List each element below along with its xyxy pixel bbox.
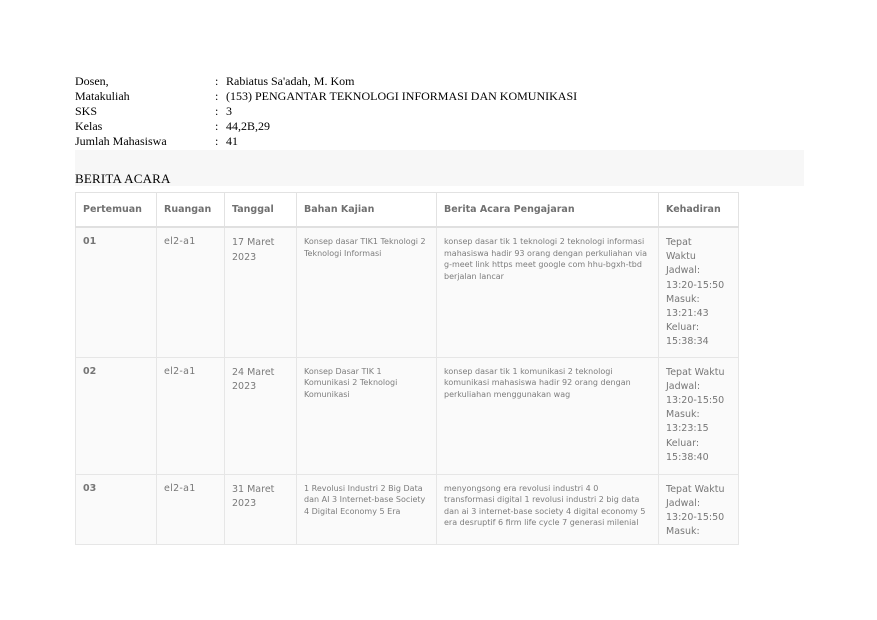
kehadiran-line: Masuk: (666, 526, 700, 538)
info-separator: : (215, 104, 219, 118)
cell-tanggal: 24 Maret 2023 (225, 357, 297, 474)
cell-ruangan: el2-a1 (157, 227, 225, 357)
info-value: 41 (226, 134, 238, 148)
kehadiran-line: Keluar: (666, 437, 700, 449)
info-label: Jumlah Mahasiswa (75, 134, 167, 148)
cell-pertemuan: 01 (76, 227, 157, 357)
cell-bahan-kajian: Konsep Dasar TIK 1 Komunikasi 2 Teknologi Komunikasi (297, 357, 437, 474)
section-title: BERITA ACARA (75, 171, 171, 186)
header-bahan-kajian: Bahan Kajian (297, 193, 437, 228)
info-row-jumlah-mahasiswa (75, 134, 577, 149)
kehadiran-line: Masuk: (666, 293, 700, 305)
table-header-row (76, 193, 739, 228)
kehadiran-line: Tepat (666, 237, 692, 248)
cell-ruangan: el2-a1 (157, 357, 225, 474)
header-kehadiran: Kehadiran (659, 193, 739, 228)
header-pertemuan: Pertemuan (76, 193, 157, 228)
info-value: (153) PENGANTAR TEKNOLOGI INFORMASI DAN KOMUNIKASI (226, 89, 578, 103)
table-row (76, 227, 739, 357)
kehadiran-line: Tepat Waktu (666, 366, 725, 378)
info-row-matakuliah (75, 89, 577, 104)
info-row-dosen (75, 74, 577, 89)
info-label: Dosen, (75, 74, 109, 88)
info-label: Kelas (75, 119, 103, 133)
cell-berita-acara: menyongsong era revolusi industri 4 0 transformasi digital 1 revolusi industri 2 big data dan ai 3 internet-base society 4 digital economy 5 era desruptif 6 firm life cycle 7 generasi milenial (437, 474, 659, 544)
kehadiran-line: 13:20-15:50 (666, 279, 725, 291)
info-value: 44,2B,29 (226, 119, 271, 133)
header-tanggal: Tanggal (225, 193, 297, 228)
kehadiran-line: Jadwal: (666, 497, 701, 509)
cell-berita-acara: konsep dasar tik 1 komunikasi 2 teknologi komunikasi mahasiswa hadir 92 orang dengan perkuliahan menggunakan wag (437, 357, 659, 474)
kehadiran-line: 13:20-15:50 (666, 511, 725, 523)
cell-kehadiran (659, 357, 739, 474)
cell-kehadiran (659, 474, 739, 544)
kehadiran-line: Masuk: (666, 409, 700, 421)
info-value: 3 (226, 104, 232, 118)
info-separator: : (215, 134, 219, 148)
kehadiran-line: Jadwal: (666, 265, 701, 277)
cell-tanggal: 17 Maret 2023 (225, 227, 297, 357)
cell-bahan-kajian: Konsep dasar TIK1 Teknologi 2 Teknologi Informasi (297, 227, 437, 357)
cell-pertemuan: 02 (76, 357, 157, 474)
info-row-kelas (75, 119, 577, 134)
table-row (76, 474, 739, 544)
info-value: Rabiatus Sa'adah, M. Kom (226, 74, 355, 88)
berita-acara-table (75, 192, 739, 545)
kehadiran-line: Keluar: (666, 322, 700, 334)
info-separator: : (215, 74, 219, 88)
kehadiran-line: 15:38:40 (666, 451, 709, 463)
header-berita-acara: Berita Acara Pengajaran (437, 193, 659, 228)
kehadiran-line: 15:38:34 (666, 336, 709, 348)
kehadiran-line: 13:21:43 (666, 308, 709, 320)
cell-bahan-kajian: 1 Revolusi Industri 2 Big Data dan AI 3 Internet-base Society 4 Digital Economy 5 Era (297, 474, 437, 544)
info-separator: : (215, 119, 219, 133)
cell-berita-acara: konsep dasar tik 1 teknologi 2 teknologi informasi mahasiswa hadir 93 orang dengan perkuliahan via g-meet link https meet google com hhu-bgxh-tbd berjalan lancar (437, 227, 659, 357)
cell-pertemuan: 03 (76, 474, 157, 544)
info-separator: : (215, 89, 219, 103)
kehadiran-line: 13:20-15:50 (666, 394, 725, 406)
cell-tanggal: 31 Maret 2023 (225, 474, 297, 544)
cell-kehadiran (659, 227, 739, 357)
info-label: SKS (75, 104, 98, 118)
kehadiran-line: Tepat Waktu (666, 483, 725, 495)
header-ruangan: Ruangan (157, 193, 225, 228)
kehadiran-line: Jadwal: (666, 380, 701, 392)
info-row-sks (75, 104, 577, 119)
kehadiran-line: 13:23:15 (666, 423, 709, 435)
header-band (75, 150, 804, 186)
cell-ruangan: el2-a1 (157, 474, 225, 544)
course-info (75, 74, 577, 149)
table-row (76, 357, 739, 474)
info-label: Matakuliah (75, 89, 130, 103)
kehadiran-line: Waktu (666, 251, 696, 263)
